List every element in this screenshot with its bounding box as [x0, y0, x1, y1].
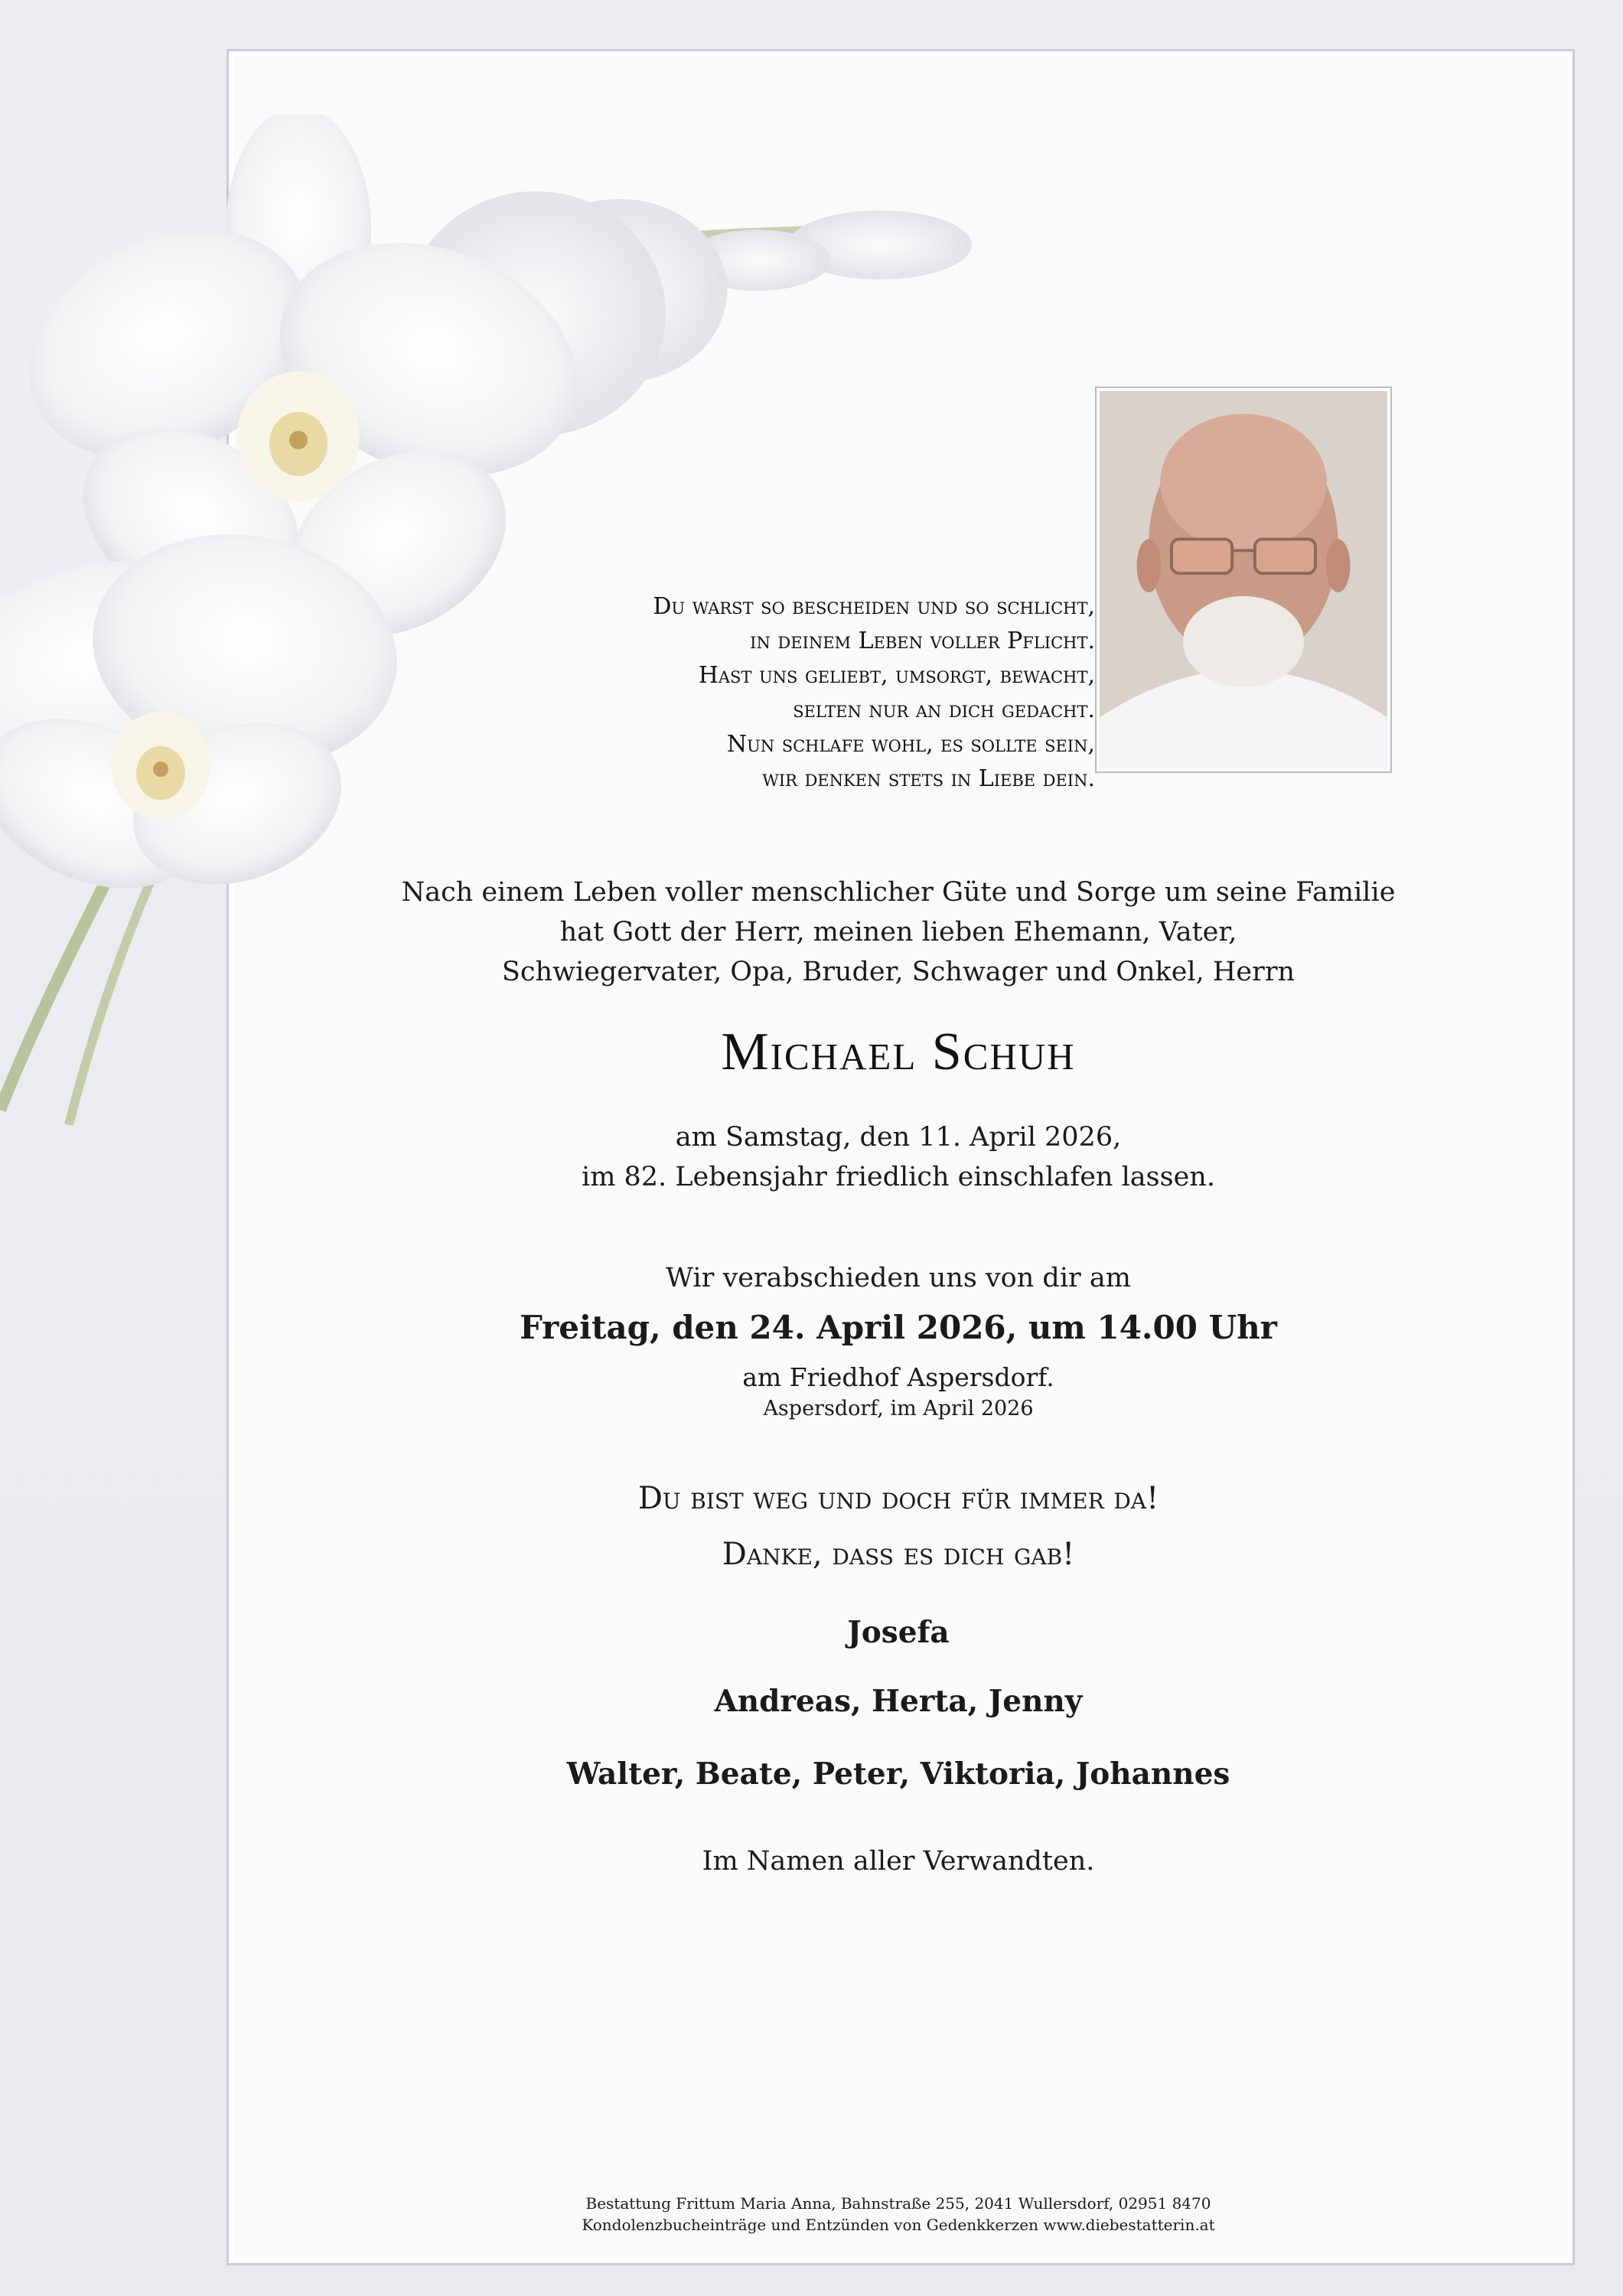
portrait-man-icon — [1100, 391, 1387, 768]
footer-line: Bestattung Frittum Maria Anna, Bahnstraße 255, 2041 Wullersdorf, 02951 8470 — [585, 2194, 1211, 2213]
funeral-place: am Friedhof Aspersdorf. — [742, 1362, 1054, 1392]
intro-text — [227, 872, 1570, 992]
poem-line: Hast uns geliebt, umsorgt, bewacht, — [698, 662, 1095, 689]
farewell-text: Wir verabschieden uns von dir am — [666, 1263, 1131, 1293]
poem-line: in deinem Leben voller Pflicht. — [750, 628, 1095, 654]
intro-line: Schwiegervater, Opa, Bruder, Schwager und Onkel, Herrn — [501, 957, 1295, 987]
closing-quote: Du bist weg und doch für immer da! — [637, 1481, 1159, 1516]
funeral-date: Freitag, den 24. April 2026, um 14.00 Uhr — [520, 1309, 1277, 1346]
family-line: Andreas, Herta, Jenny — [714, 1684, 1083, 1719]
poem-line: selten nur an dich gedacht. — [793, 696, 1095, 723]
place-date: Aspersdorf, im April 2026 — [763, 1397, 1034, 1420]
family-line: Josefa — [847, 1615, 950, 1650]
poem-line: Du warst so bescheiden und so schlicht, — [653, 593, 1095, 620]
death-line: im 82. Lebensjahr friedlich einschlafen lassen. — [582, 1162, 1215, 1192]
intro-line: hat Gott der Herr, meinen lieben Ehemann, Vater, — [559, 917, 1237, 947]
deceased-name: Michael Schuh — [721, 1022, 1076, 1081]
death-text — [227, 1117, 1570, 1197]
footer-line: Kondolenzbucheinträge und Entzünden von Gedenkkerzen www.diebestatterin.at — [582, 2216, 1215, 2234]
poem-line: wir denken stets in Liebe dein. — [762, 765, 1095, 792]
poem-line: Nun schlafe wohl, es sollte sein, — [726, 731, 1095, 758]
death-line: am Samstag, den 11. April 2026, — [675, 1122, 1122, 1153]
family-line: Walter, Beate, Peter, Viktoria, Johannes — [566, 1756, 1230, 1792]
intro-line: Nach einem Leben voller menschlicher Güte und Sorge um seine Familie — [401, 877, 1396, 908]
closing-quote: Danke, dass es dich gab! — [722, 1537, 1075, 1572]
poem — [483, 589, 1095, 796]
relatives-note: Im Namen aller Verwandten. — [702, 1846, 1095, 1877]
portrait-photo — [1095, 386, 1392, 773]
